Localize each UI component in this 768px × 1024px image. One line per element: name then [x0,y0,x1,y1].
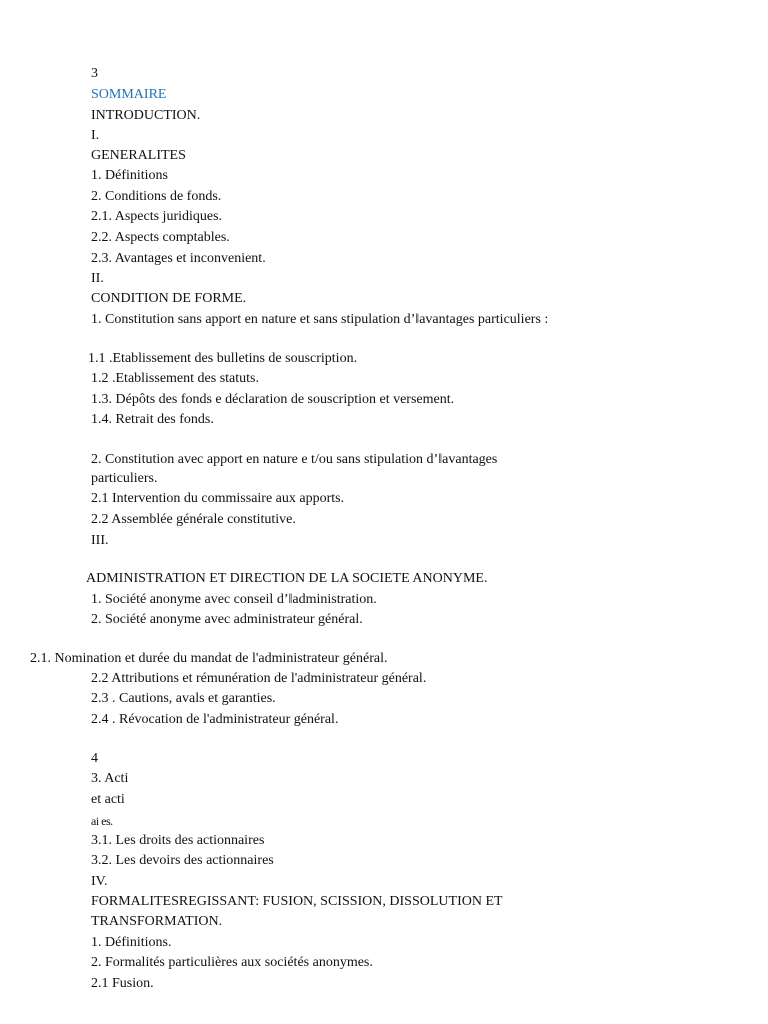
toc-entry: 1. Définitions. [91,935,172,950]
toc-subentry: 2.3 . Cautions, avals et garanties. [91,691,276,706]
toc-introduction: INTRODUCTION. [91,108,201,123]
toc-subentry: 1.1 .Etablissement des bulletins de souscription. [88,351,358,366]
page-number: 3 [91,66,98,81]
toc-entry: 2. Constitution avec apport en nature e t/ou sans stipulation dʼ‖avantages [91,452,498,467]
toc-subentry: 1.2 .Etablissement des statuts. [91,371,259,386]
page-number: 4 [91,751,98,766]
toc-subentry: 2.2 Attributions et rémunération de l'administrateur général. [91,671,427,686]
section-title: CONDITION DE FORME. [91,291,247,306]
toc-subentry: 2.1. Nomination et durée du mandat de l'administrateur général. [30,651,388,666]
toc-subentry: 1.4. Retrait des fonds. [91,412,214,427]
toc-entry: 1. Société anonyme avec conseil dʼ‖administration. [91,592,377,607]
toc-entry-continuation: particuliers. [91,471,158,486]
toc-subentry: 2.2 Assemblée générale constitutive. [91,512,296,527]
toc-fragment: 3. Acti [91,771,129,786]
toc-entry: 2. Conditions de fonds. [91,189,222,204]
toc-subentry: 1.3. Dépôts des fonds e déclaration de souscription et versement. [91,392,455,407]
toc-subentry: 2.1 Fusion. [91,976,154,991]
toc-subentry: 2.4 . Révocation de l'administrateur général. [91,712,339,727]
section-roman: II. [91,271,104,286]
section-title-continuation: TRANSFORMATION. [91,914,223,929]
toc-subentry: 3.2. Les devoirs des actionnaires [91,853,274,868]
toc-fragment: ai es. [91,814,113,828]
toc-entry: 2.3. Avantages et inconvenient. [91,251,266,266]
section-roman: III. [91,533,109,548]
section-title: ADMINISTRATION ET DIRECTION DE LA SOCIETE ANONYME. [86,571,488,586]
section-roman: IV. [91,874,108,889]
toc-fragment: et acti [91,792,125,807]
toc-entry: 1. Définitions [91,168,168,183]
toc-subentry: 3.1. Les droits des actionnaires [91,833,265,848]
toc-entry: 2.2. Aspects comptables. [91,230,230,245]
toc-entry: 2. Formalités particulières aux sociétés anonymes. [91,955,373,970]
toc-heading: SOMMAIRE [91,87,167,102]
toc-entry: 2. Société anonyme avec administrateur général. [91,612,363,627]
toc-entry: 2.1. Aspects juridiques. [91,209,223,224]
toc-entry: 1. Constitution sans apport en nature et sans stipulation dʼ‖avantages particuliers : [91,312,549,327]
section-title: GENERALITES [91,148,186,163]
section-roman: I. [91,128,100,143]
section-title: FORMALITESREGISSANT: FUSION, SCISSION, DISSOLUTION ET [91,894,503,909]
toc-subentry: 2.1 Intervention du commissaire aux apports. [91,491,345,506]
